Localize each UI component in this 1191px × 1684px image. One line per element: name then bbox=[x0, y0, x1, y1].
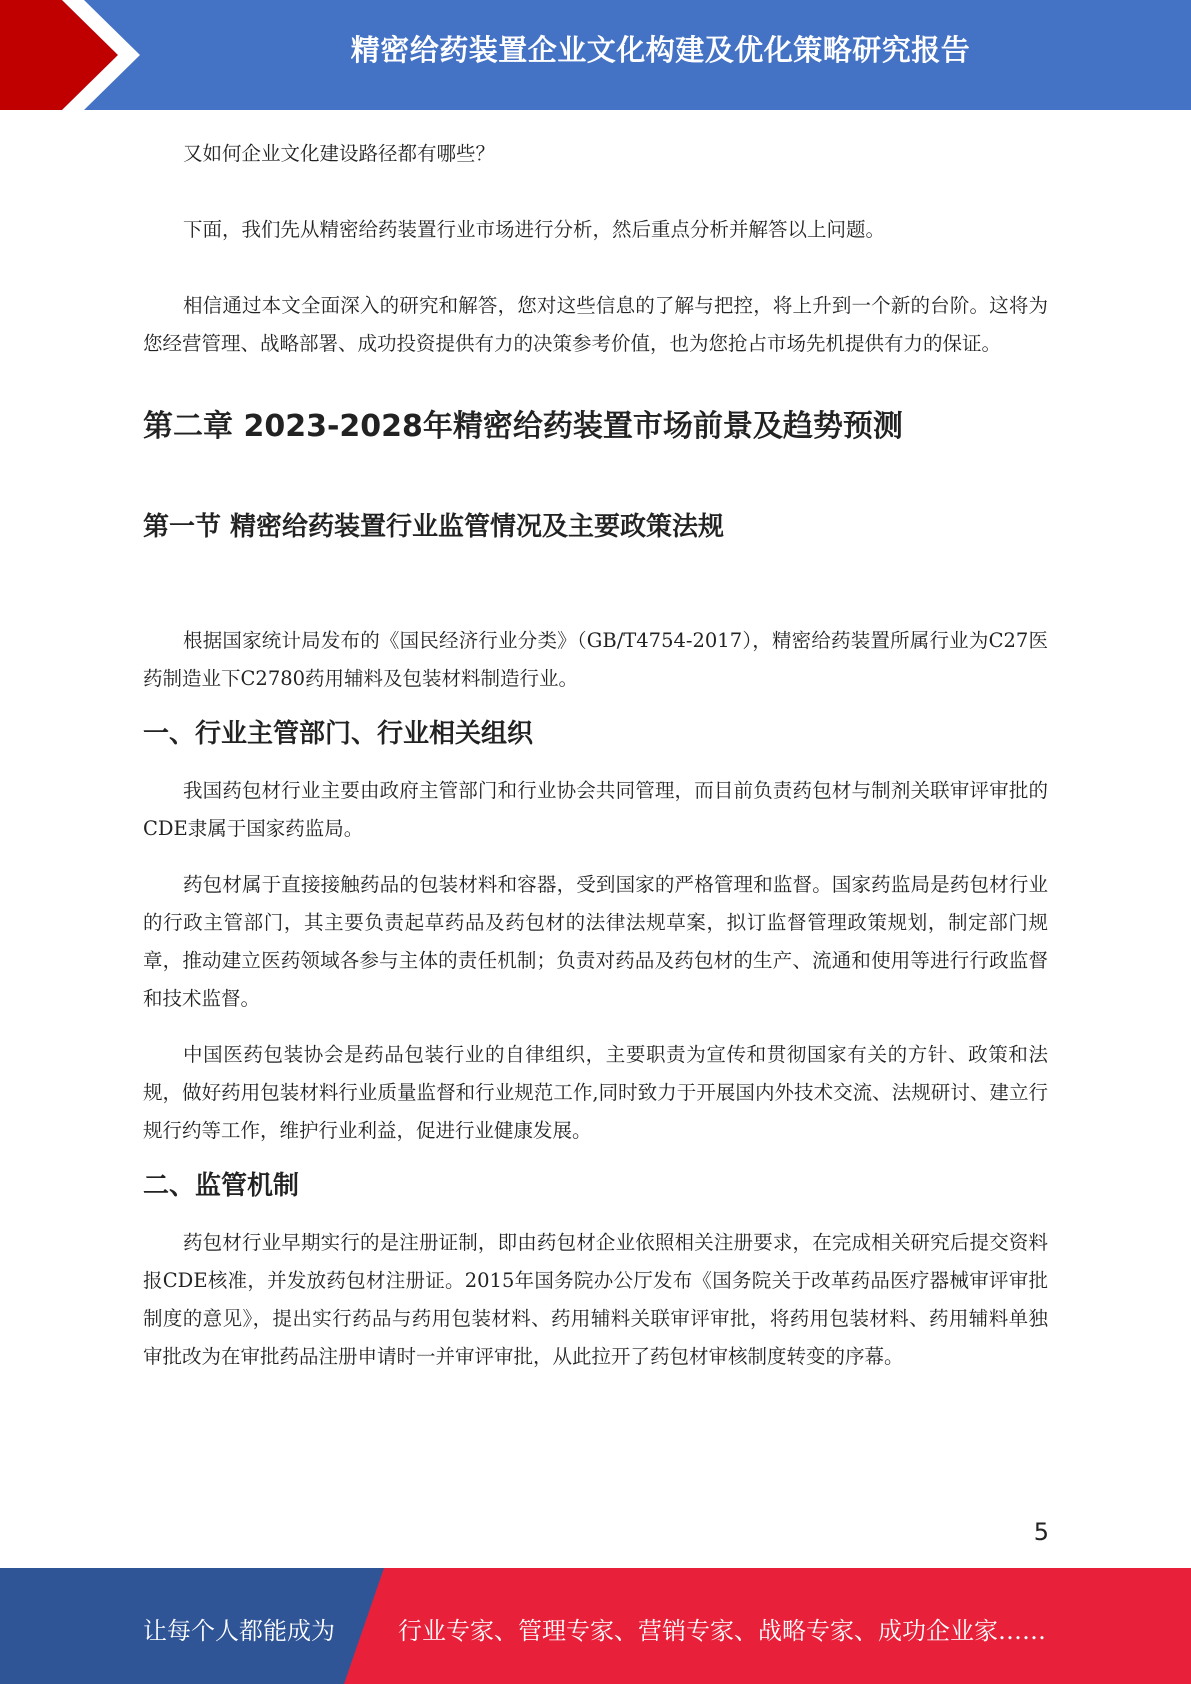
subsection-1-paragraph-2: 药包材属于直接接触药品的包装材料和容器，受到国家的严格管理和监督。国家药监局是药包材行业的行政主管部门，其主要负责起草药品及药包材的法律法规草案，拟订监督管理政策规划，制定部门规章，推动建立医药领域各参与主体的责任机制；负责对药品及药包材的生产、流通和使用等进行行政监督和技术监督。 bbox=[143, 873, 1048, 1010]
footer-slogan-left: 让每个人都能成为 bbox=[143, 1617, 335, 1645]
footer-slogan-right: 行业专家、管理专家、营销专家、战略专家、成功企业家…… bbox=[398, 1617, 1046, 1645]
section-title: 第一节 精密给药装置行业监管情况及主要政策法规 bbox=[143, 512, 725, 542]
section-paragraph: 根据国家统计局发布的《国民经济行业分类》（GB/T4754-2017），精密给药装置所属行业为C27医药制造业下C2780药用辅料及包装材料制造行业。 bbox=[143, 629, 1048, 690]
intro-paragraph-3: 相信通过本文全面深入的研究和解答，您对这些信息的了解与把控，将上升到一个新的台阶。这将为您经营管理、战略部署、成功投资提供有力的决策参考价值，也为您抢占市场先机提供有力的保证。 bbox=[143, 294, 1048, 355]
subsection-title-1: 一、行业主管部门、行业相关组织 bbox=[143, 719, 534, 749]
page-header bbox=[0, 0, 1191, 110]
subsection-2-paragraph: 药包材行业早期实行的是注册证制，即由药包材企业依照相关注册要求，在完成相关研究后提交资料报CDE核准，并发放药包材注册证。2015年国务院办公厅发布《国务院关于改革药品医疗器械审评审批制度的意见》，提出实行药品与药用包装材料、药用辅料关联审评审批，将药用包装材料、药用辅料单独审批改为在审批药品注册申请时一并审评审批，从此拉开了药包材审核制度转变的序幕。 bbox=[143, 1231, 1048, 1368]
header-arrow-decoration bbox=[0, 0, 160, 110]
subsection-1-paragraph-1: 我国药包材行业主要由政府主管部门和行业协会共同管理，而目前负责药包材与制剂关联审评审批的CDE隶属于国家药监局。 bbox=[143, 779, 1048, 840]
page-footer bbox=[0, 1568, 1191, 1684]
intro-paragraph-1: 又如何企业文化建设路径都有哪些？ bbox=[183, 142, 496, 165]
subsection-title-2: 二、监管机制 bbox=[143, 1171, 300, 1201]
chapter-title: 第二章 2023-2028年精密给药装置市场前景及趋势预测 bbox=[143, 409, 903, 444]
intro-paragraph-2: 下面，我们先从精密给药装置行业市场进行分析，然后重点分析并解答以上问题。 bbox=[183, 218, 886, 241]
document-body bbox=[143, 135, 1048, 1376]
subsection-1-paragraph-3: 中国医药包装协会是药品包装行业的自律组织，主要职责为宣传和贯彻国家有关的方针、政策和法规，做好药用包装材料行业质量监督和行业规范工作,同时致力于开展国内外技术交流、法规研讨、建立行规行约等工作，维护行业利益，促进行业健康发展。 bbox=[143, 1043, 1048, 1142]
report-title: 精密给药装置企业文化构建及优化策略研究报告 bbox=[350, 33, 971, 67]
page-number: 5 bbox=[1033, 1518, 1049, 1546]
